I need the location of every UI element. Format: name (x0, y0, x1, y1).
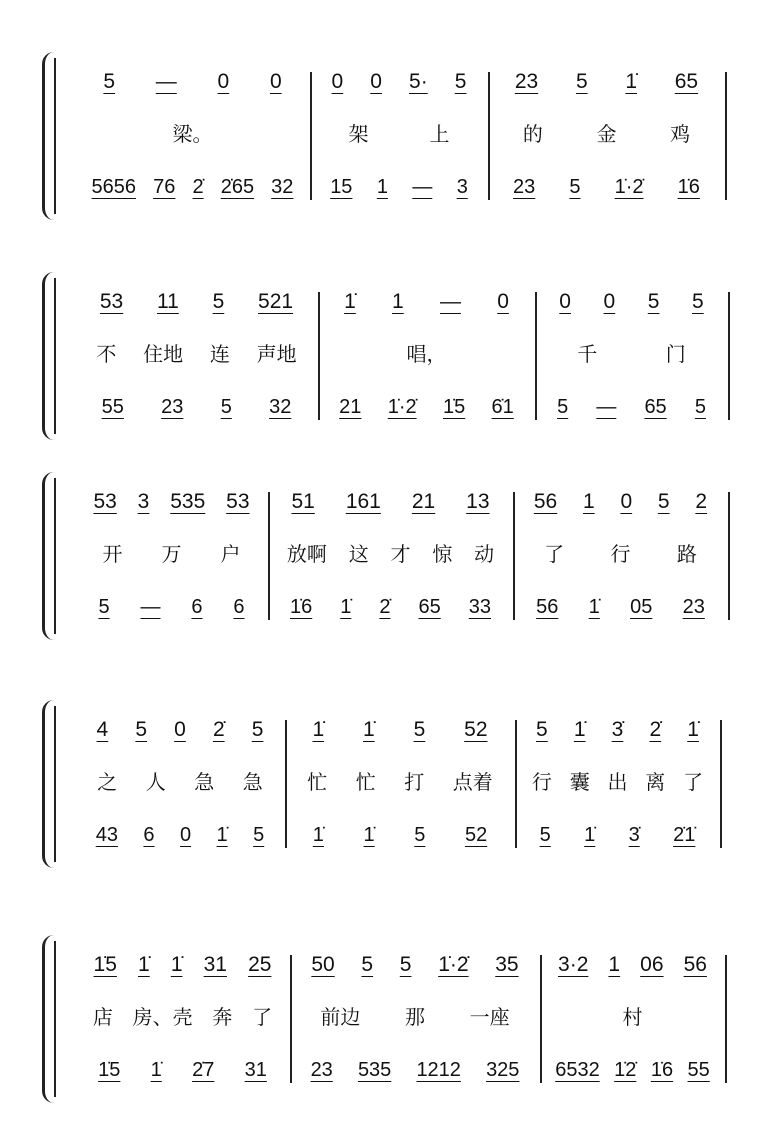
token: 行 (531, 770, 552, 794)
token: 打 (404, 770, 425, 794)
token: 43 (95, 824, 118, 846)
accompaniment-notes (318, 176, 480, 199)
measure (310, 52, 488, 220)
token: 13 (466, 490, 490, 513)
token: 6 (233, 596, 245, 618)
melody-notes (83, 290, 310, 314)
melody-notes (548, 953, 717, 977)
token: 1̇6 (650, 1059, 674, 1081)
token: 5· (409, 70, 428, 93)
token: 住地 (143, 342, 184, 366)
lyrics-text (543, 338, 720, 367)
token: 56 (533, 490, 558, 513)
accompaniment-notes (293, 824, 507, 847)
token: 1̇2̇ (614, 1059, 637, 1081)
token: 5 (413, 718, 426, 741)
token: 65 (674, 70, 699, 93)
token: 这 (348, 542, 369, 566)
token: 5656 (91, 176, 137, 198)
token: 5 (103, 70, 116, 93)
token: 55 (101, 396, 124, 418)
token: 上 (429, 122, 450, 146)
melody-notes (318, 70, 480, 94)
lyrics-text (496, 118, 717, 147)
measure (75, 935, 290, 1103)
token: 1̇ (150, 1059, 162, 1081)
token: 3 (456, 176, 468, 198)
token: 不 (96, 342, 117, 366)
token: 户 (220, 542, 241, 566)
measure (540, 935, 725, 1103)
token: 05 (630, 596, 653, 618)
token: 3 (137, 490, 150, 513)
token: 房、壳 (132, 1005, 193, 1029)
token: 声地 (256, 342, 297, 366)
token: 5 (361, 953, 374, 976)
accompaniment-notes (83, 824, 277, 847)
system-line (54, 941, 56, 1097)
score-system (40, 935, 740, 1103)
lyrics-text (276, 538, 505, 567)
token: 1̇ (573, 718, 586, 741)
token: 唱， (406, 342, 447, 366)
token: 1̇ (588, 596, 600, 618)
token: — (155, 70, 177, 93)
token: 1̇ (138, 953, 150, 976)
token: 忙 (307, 770, 328, 794)
token: 1̇ (363, 718, 375, 741)
melody-notes (83, 718, 277, 742)
token: 了 (683, 770, 704, 794)
token: 65 (418, 596, 441, 618)
measure (75, 52, 310, 220)
token: 5 (539, 824, 551, 846)
score-system (40, 52, 740, 220)
token: 5 (212, 290, 225, 313)
token: 0 (370, 70, 382, 93)
token: 5 (98, 596, 110, 618)
token: 11 (157, 290, 179, 313)
token: 5 (454, 70, 467, 93)
token: 千 (577, 342, 598, 366)
lyrics-text (83, 1001, 282, 1030)
token: 50 (311, 953, 335, 976)
token: 1̇ (340, 596, 352, 618)
token: 21 (339, 396, 362, 418)
token: 1̇·2̇ (438, 953, 469, 976)
accompaniment-notes (83, 1059, 282, 1082)
token: 56 (536, 596, 559, 618)
token: 1 (392, 290, 404, 313)
lyrics-text (326, 338, 527, 367)
token: 5 (692, 290, 704, 313)
system-line (54, 278, 56, 434)
melody-notes (326, 290, 527, 314)
token: 325 (486, 1059, 520, 1081)
token: 5 (220, 396, 232, 418)
token: 21 (411, 490, 436, 513)
token: 连 (209, 342, 230, 366)
token: 2̇ (192, 176, 204, 198)
system-line (54, 706, 56, 862)
system-line (54, 478, 56, 634)
token: 35 (495, 953, 519, 976)
token: 一座 (469, 1005, 510, 1029)
token: 金 (596, 122, 617, 146)
lyrics-text (318, 118, 480, 147)
token: — (596, 396, 617, 418)
melody-notes (83, 953, 282, 977)
accompaniment-notes (83, 596, 260, 619)
token: 6 (143, 824, 155, 846)
melody-notes (83, 70, 302, 94)
accompaniment-notes (298, 1059, 532, 1082)
lyrics-text (83, 766, 277, 795)
token: 1̇5 (442, 396, 466, 418)
token: 1212 (416, 1059, 461, 1081)
token: 51 (291, 490, 315, 513)
accompaniment-notes (548, 1059, 717, 1082)
token: 1̇ (216, 824, 228, 846)
token: 1̇ (687, 718, 699, 741)
measure (268, 472, 513, 640)
token: 25 (248, 953, 272, 976)
melody-notes (521, 490, 720, 514)
token: 2̇65 (220, 176, 255, 198)
measure (535, 272, 728, 440)
melody-notes (298, 953, 532, 977)
bar-line (720, 720, 722, 848)
measure (75, 272, 318, 440)
score-system (40, 472, 740, 640)
token: 0 (331, 70, 344, 93)
measure (318, 272, 535, 440)
token: 了 (544, 542, 565, 566)
token: 4 (96, 718, 109, 741)
token: 52 (464, 824, 488, 846)
accompaniment-notes (276, 596, 505, 619)
token: 行 (610, 542, 631, 566)
token: 才 (390, 542, 411, 566)
token: 奔 (212, 1005, 233, 1029)
token: 急 (242, 770, 263, 794)
token: 3·2 (558, 953, 589, 976)
token: 1̇·2̇ (614, 176, 644, 198)
bar-line (725, 955, 727, 1083)
token: 2̇ (649, 718, 662, 741)
token: 3̇ (628, 824, 640, 846)
token: 23 (310, 1059, 333, 1081)
system-line (54, 58, 56, 214)
token: 5 (694, 396, 706, 418)
score-system (40, 700, 740, 868)
token: 1 (608, 953, 621, 976)
token: 的 (522, 122, 543, 146)
token: 了 (252, 1005, 273, 1029)
token: 5 (647, 290, 660, 313)
token: 6̇1 (491, 396, 514, 418)
token: — (412, 176, 433, 198)
token: 53 (93, 490, 117, 513)
token: 动 (474, 542, 495, 566)
token: 架 (348, 122, 369, 146)
token: 那 (404, 1005, 425, 1029)
token: 5 (536, 718, 548, 741)
token: 1̇ (363, 824, 375, 846)
token: 23 (514, 70, 539, 93)
token: 点着 (452, 770, 493, 794)
melody-notes (293, 718, 507, 742)
token: 53 (99, 290, 124, 313)
token: 55 (687, 1059, 710, 1081)
melody-notes (543, 290, 720, 314)
token: 56 (683, 953, 707, 976)
token: 23 (161, 396, 184, 418)
token: 梁。 (172, 122, 213, 146)
token: 出 (607, 770, 628, 794)
accompaniment-notes (326, 396, 527, 419)
score-system (40, 272, 740, 440)
token: 1̇ (584, 824, 596, 846)
token: 之 (97, 770, 118, 794)
token: 31 (203, 953, 227, 976)
lyrics-text (293, 766, 507, 795)
token: 惊 (432, 542, 453, 566)
token: 2̇ (379, 596, 391, 618)
token: 1 (583, 490, 595, 513)
token: 06 (640, 953, 664, 976)
token: 急 (194, 770, 215, 794)
token: 前边 (320, 1005, 361, 1029)
token: 161 (345, 490, 381, 513)
token: 23 (682, 596, 705, 618)
token: 76 (153, 176, 176, 198)
token: — (439, 290, 461, 313)
token: 535 (357, 1059, 392, 1081)
lyrics-text (521, 538, 720, 567)
token: 1̇6 (677, 176, 700, 198)
token: 1 (376, 176, 388, 198)
lyrics-text (523, 766, 712, 795)
accompaniment-notes (83, 176, 302, 199)
token: 6 (191, 596, 203, 618)
token: 0 (559, 290, 571, 313)
token: 32 (271, 176, 294, 198)
lyrics-text (548, 1001, 717, 1030)
measure (285, 700, 515, 868)
token: 32 (269, 396, 292, 418)
token: 1̇5 (98, 1059, 121, 1081)
token: 53 (226, 490, 250, 513)
lyrics-text (83, 118, 302, 147)
token: 5 (657, 490, 670, 513)
token: 店 (92, 1005, 113, 1029)
token: 2̇1̇ (673, 824, 696, 846)
token: — (140, 596, 161, 618)
token: 31 (244, 1059, 267, 1081)
accompaniment-notes (521, 596, 720, 619)
measure (488, 52, 725, 220)
token: 5 (414, 824, 426, 846)
token: 5 (399, 953, 412, 976)
token: 0 (269, 70, 282, 93)
accompaniment-notes (83, 396, 310, 419)
measure (515, 700, 720, 868)
token: 2 (695, 490, 708, 513)
bar-line (728, 292, 730, 420)
accompaniment-notes (543, 396, 720, 419)
measure (75, 472, 268, 640)
bar-line (725, 72, 727, 200)
token: 村 (622, 1005, 643, 1029)
token: 0 (179, 824, 192, 846)
token: 离 (645, 770, 666, 794)
measure (75, 700, 285, 868)
token: 1̇ (170, 953, 183, 976)
token: 5 (253, 824, 265, 846)
token: 3̇ (611, 718, 624, 741)
measure (513, 472, 728, 640)
token: 33 (468, 596, 491, 618)
lyrics-text (83, 538, 260, 567)
measure (290, 935, 540, 1103)
token: 0 (217, 70, 230, 93)
token: 521 (258, 290, 294, 313)
melody-notes (523, 718, 712, 742)
token: 1̇ (312, 824, 324, 846)
token: 1̇·2̇ (387, 396, 417, 418)
token: 1̇ (312, 718, 325, 741)
token: 5 (557, 396, 569, 418)
token: 5 (251, 718, 264, 741)
token: 鸡 (670, 122, 691, 146)
melody-notes (276, 490, 505, 514)
token: 门 (665, 342, 686, 366)
token: 6532 (555, 1059, 600, 1081)
token: 1̇ (625, 70, 638, 93)
token: 5 (135, 718, 148, 741)
token: 1̇5 (93, 953, 117, 976)
token: 囊 (569, 770, 590, 794)
token: 人 (145, 770, 166, 794)
accompaniment-notes (523, 824, 712, 847)
token: 开 (102, 542, 123, 566)
token: 5 (575, 70, 588, 93)
melody-notes (496, 70, 717, 94)
token: 1̇ (344, 290, 356, 313)
token: 2̇ (212, 718, 225, 741)
token: 0 (620, 490, 633, 513)
token: 535 (170, 490, 206, 513)
token: 65 (644, 396, 667, 418)
token: 忙 (355, 770, 376, 794)
bar-line (728, 492, 730, 620)
token: 52 (464, 718, 488, 741)
melody-notes (83, 490, 260, 514)
token: 0 (174, 718, 186, 741)
token: 万 (161, 542, 182, 566)
token: 2̇7 (192, 1059, 215, 1081)
token: 0 (497, 290, 509, 313)
token: 0 (603, 290, 616, 313)
accompaniment-notes (496, 176, 717, 199)
token: 5 (569, 176, 581, 198)
token: 路 (676, 542, 697, 566)
token: 23 (513, 176, 536, 198)
token: 15 (330, 176, 353, 198)
token: 放啊 (286, 542, 327, 566)
token: 1̇6 (290, 596, 313, 618)
lyrics-text (298, 1001, 532, 1030)
lyrics-text (83, 338, 310, 367)
